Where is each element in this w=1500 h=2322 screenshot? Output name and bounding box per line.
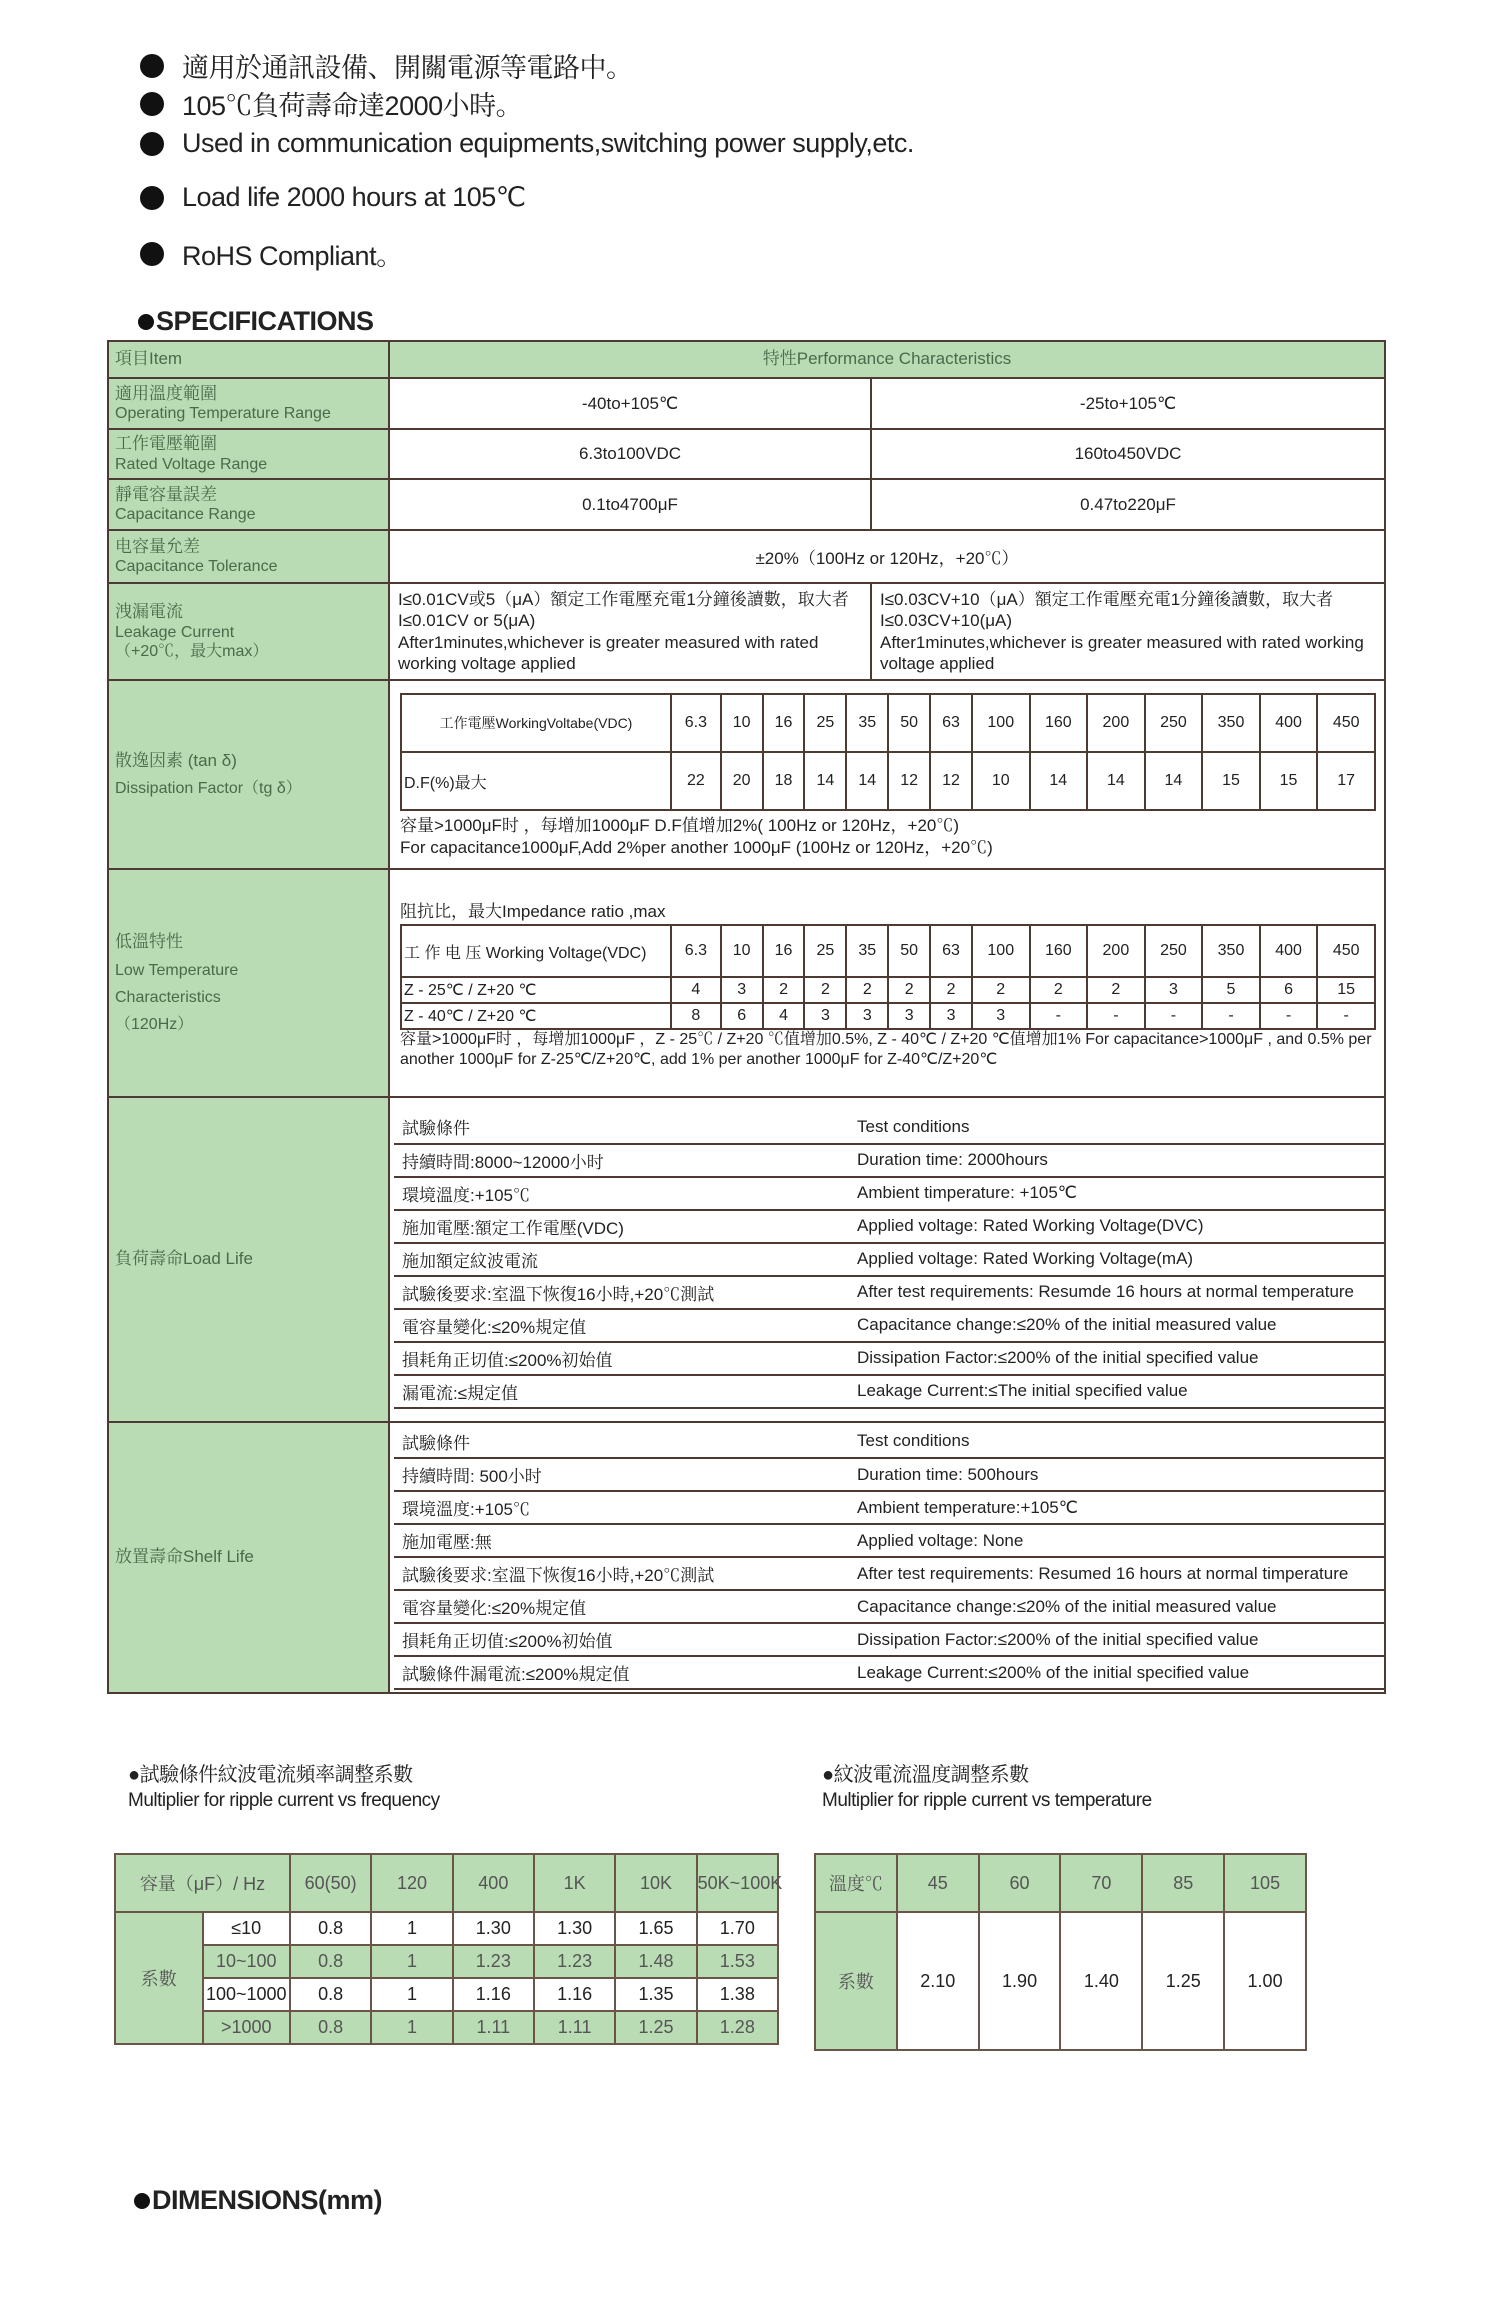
cell: 450	[1317, 925, 1375, 977]
cell: 工作電壓WorkingVoltabe(VDC)	[401, 694, 671, 752]
test-row	[394, 1491, 1384, 1524]
row-label-en: Capacitance Tolerance	[115, 558, 278, 576]
cell: 45	[897, 1854, 979, 1912]
leak-en: After1minutes,whichever is greater measured with rated working voltage applied	[398, 632, 819, 673]
leakage-low-voltage	[389, 583, 871, 680]
cell: Z - 25℃ / Z+20 ℃	[401, 977, 671, 1003]
cell: 1.11	[453, 2011, 534, 2044]
cell: 電容量變化:≤20%規定值	[394, 1590, 849, 1623]
cell: 200	[1087, 925, 1145, 977]
cell: 施加電壓:額定工作電壓(VDC)	[394, 1210, 849, 1243]
cell: 1.30	[534, 1912, 615, 1945]
cell: 160	[1030, 694, 1088, 752]
cell: -40to+105℃	[389, 378, 871, 429]
cell: 50K~100K	[697, 1854, 778, 1912]
cell: 3	[846, 1003, 888, 1029]
cell: 450	[1317, 694, 1375, 752]
test-row	[394, 1590, 1384, 1623]
cell: 6	[1260, 977, 1318, 1003]
cell: 100	[972, 694, 1030, 752]
cell: Applied voltage: Rated Working Voltage(DVC)	[849, 1210, 1384, 1243]
cell: 85	[1142, 1854, 1224, 1912]
cell: 5	[1202, 977, 1260, 1003]
cell: 14	[1145, 752, 1203, 810]
cell: 15	[1260, 752, 1318, 810]
leakage-high-voltage	[871, 583, 1385, 680]
row-label-zh: 洩漏電流	[115, 602, 183, 622]
ripple-frequency-table	[114, 1853, 783, 2045]
df-note-zh: 容量>1000μF时 ，每增加1000μF D.F值增加2%( 100Hz or 120Hz，+20℃)	[400, 816, 960, 836]
cell: Capacitance change:≤20% of the initial measured value	[849, 1590, 1384, 1623]
cell: 0.8	[290, 1945, 371, 1978]
cell: 3	[1145, 977, 1203, 1003]
feature-bullet	[140, 84, 522, 123]
row-label-zh: 低溫特性	[115, 931, 183, 951]
cell: 18	[763, 752, 805, 810]
feature-bullet	[140, 234, 403, 273]
cell: 6.3	[671, 694, 721, 752]
test-row	[394, 1557, 1384, 1590]
cell: 35	[846, 925, 888, 977]
load-life-table	[394, 1111, 1384, 1409]
cell: 25	[804, 925, 846, 977]
leak-zh: I≤0.01CV或5（μA）額定工作電壓充電1分鐘後讀數，取大者 I≤0.01CV or 5(μA)	[398, 590, 849, 631]
specifications-table	[107, 340, 1386, 1694]
cell: >1000	[203, 2011, 291, 2044]
test-row	[394, 1144, 1384, 1177]
cell: 160to450VDC	[871, 429, 1385, 479]
feature-bullet	[140, 128, 914, 159]
cell: -	[1202, 1003, 1260, 1029]
cell: 1.30	[453, 1912, 534, 1945]
row-label-en: （120Hz）	[115, 1016, 194, 1034]
cell: 105	[1224, 1854, 1306, 1912]
cell: 22	[671, 752, 721, 810]
cell: 1.16	[534, 1978, 615, 2011]
cell: 損耗角正切值:≤200%初始值	[394, 1342, 849, 1375]
row-label-cond: （+20℃，最大max）	[115, 642, 269, 660]
cell: 1.38	[697, 1978, 778, 2011]
spec-row	[108, 429, 1385, 479]
cell: 2	[804, 977, 846, 1003]
cell: 1.23	[534, 1945, 615, 1978]
row-label-en: Dissipation Factor（tg δ）	[115, 780, 302, 798]
cell: 工 作 电 压 Working Voltage(VDC)	[401, 925, 671, 977]
cell: -	[1260, 1003, 1318, 1029]
cell: 0.8	[290, 2011, 371, 2044]
row-label-en: Characteristics	[115, 988, 221, 1006]
cell: 3	[888, 1003, 930, 1029]
cell: 1.00	[1224, 1912, 1306, 2050]
test-row	[394, 1210, 1384, 1243]
cell: 1.48	[615, 1945, 696, 1978]
cell: 系數	[115, 1912, 203, 2044]
dissipation-cell	[389, 680, 1385, 869]
bullet-text: 適用於通訊設備、開關電源等電路中。	[182, 53, 633, 83]
bullet-icon	[140, 92, 164, 116]
cell: 試驗條件漏電流:≤200%規定值	[394, 1656, 849, 1689]
heading-text: DIMENSIONS(mm)	[152, 2185, 383, 2215]
cell: 電容量變化:≤20%規定值	[394, 1309, 849, 1342]
cell: 試驗後要求:室溫下恢復16小時,+20℃測試	[394, 1276, 849, 1309]
cell: 2	[888, 977, 930, 1003]
cell: 系數	[815, 1912, 897, 2050]
cell: 1K	[534, 1854, 615, 1912]
cell: Test conditions	[849, 1425, 1384, 1458]
test-row	[394, 1458, 1384, 1491]
cell: 200	[1087, 694, 1145, 752]
cell: 漏電流:≤規定值	[394, 1375, 849, 1408]
cell: 0.8	[290, 1978, 371, 2011]
df-note-en: For capacitance1000μF,Add 2%per another 1000μF (100Hz or 120Hz，+20℃)	[400, 837, 993, 857]
cell: 2	[846, 977, 888, 1003]
spec-row	[108, 479, 1385, 530]
cell: ≤10	[203, 1912, 291, 1945]
row-label-en: Capacitance Range	[115, 506, 256, 524]
cell: 1.11	[534, 2011, 615, 2044]
temp-title-zh: ●紋波電流溫度調整系數	[822, 1764, 1029, 1786]
test-row	[394, 1623, 1384, 1656]
cell: 1.65	[615, 1912, 696, 1945]
impedance-title: 阻抗比，最大Impedance ratio ,max	[400, 902, 666, 922]
cell: Duration time: 500hours	[849, 1458, 1384, 1491]
cell: 1.25	[1142, 1912, 1224, 2050]
row-label-zh: 电容量允差	[115, 536, 200, 556]
cell: 50	[888, 925, 930, 977]
cell: 400	[453, 1854, 534, 1912]
cell: Dissipation Factor:≤200% of the initial specified value	[849, 1342, 1384, 1375]
cell: 1.53	[697, 1945, 778, 1978]
test-row	[394, 1524, 1384, 1557]
cell: 1.25	[615, 2011, 696, 2044]
row-label-zh: 靜電容量誤差	[115, 484, 217, 504]
test-row	[394, 1656, 1384, 1689]
test-row	[394, 1243, 1384, 1276]
cell: 10~100	[203, 1945, 291, 1978]
heading-text: SPECIFICATIONS	[156, 306, 374, 336]
bullet-icon	[140, 132, 164, 156]
cell: 環境溫度:+105℃	[394, 1491, 849, 1524]
cell: 0.8	[290, 1912, 371, 1945]
cell: 持續時間: 500小时	[394, 1458, 849, 1491]
feature-bullet	[140, 46, 633, 85]
test-row	[394, 1425, 1384, 1458]
cell: -25to+105℃	[871, 378, 1385, 429]
cell: 1.70	[697, 1912, 778, 1945]
impedance-table	[400, 924, 1376, 1030]
cell: 16	[763, 694, 805, 752]
cell: 0.1to4700μF	[389, 479, 871, 530]
cell: 損耗角正切值:≤200%初始值	[394, 1623, 849, 1656]
dimensions-heading	[134, 2185, 382, 2216]
test-row	[394, 1309, 1384, 1342]
cell: D.F(%)最大	[401, 752, 671, 810]
cell: 3	[972, 1003, 1030, 1029]
freq-title-zh: ●試驗條件紋波電流頻率調整系數	[128, 1764, 413, 1786]
test-row	[394, 1177, 1384, 1210]
bullet-icon	[140, 186, 164, 210]
cell: 環境溫度:+105℃	[394, 1177, 849, 1210]
cell: 3	[930, 1003, 972, 1029]
cell: Ambient timperature: +105℃	[849, 1177, 1384, 1210]
cell: 35	[846, 694, 888, 752]
cell: 1.16	[453, 1978, 534, 2011]
test-row	[394, 1111, 1384, 1144]
ripple-temperature-table	[814, 1853, 1307, 2051]
cell: 施加額定紋波電流	[394, 1243, 849, 1276]
row-label-en: Rated Voltage Range	[115, 455, 268, 473]
shelf-life-label: 放置壽命Shelf Life	[108, 1422, 389, 1693]
cell: 400	[1260, 925, 1318, 977]
cell: 1.23	[453, 1945, 534, 1978]
test-row	[394, 1276, 1384, 1309]
header-item: 項目Item	[108, 341, 389, 378]
bullet-text: Load life 2000 hours at 105℃	[182, 182, 526, 212]
cell: 2.10	[897, 1912, 979, 2050]
bullet-text: 105℃負荷壽命達2000小時。	[182, 91, 523, 121]
cell: 試驗條件	[394, 1425, 849, 1458]
cell: 持續時間:8000~12000小时	[394, 1144, 849, 1177]
cell: After test requirements: Resumde 16 hours at normal temperature	[849, 1276, 1384, 1309]
cell: 2	[972, 977, 1030, 1003]
cell: 1	[371, 1978, 452, 2011]
cell: Dissipation Factor:≤200% of the initial specified value	[849, 1623, 1384, 1656]
cell: 10	[721, 694, 763, 752]
test-row	[394, 1375, 1384, 1408]
cell: Leakage Current:≤The initial specified value	[849, 1375, 1384, 1408]
cell: Leakage Current:≤200% of the initial specified value	[849, 1656, 1384, 1689]
cell: 1.28	[697, 2011, 778, 2044]
cell: 14	[804, 752, 846, 810]
cell: 10K	[615, 1854, 696, 1912]
cell: 6	[721, 1003, 763, 1029]
row-label-en: Low Temperature	[115, 961, 239, 979]
cell: Duration time: 2000hours	[849, 1144, 1384, 1177]
cell: 4	[671, 977, 721, 1003]
cell: Ambient temperature:+105℃	[849, 1491, 1384, 1524]
cell: 1.40	[1060, 1912, 1142, 2050]
row-label-en: Operating Temperature Range	[115, 405, 331, 423]
cell: 16	[763, 925, 805, 977]
cell: 1	[371, 1912, 452, 1945]
cell: 14	[1087, 752, 1145, 810]
cell: -	[1087, 1003, 1145, 1029]
header-performance: 特性Performance Characteristics	[389, 341, 1385, 378]
cell: 容量（μF）/ Hz	[115, 1854, 290, 1912]
row-label-zh: 適用溫度範圍	[115, 383, 217, 403]
low-temp-cell	[389, 869, 1385, 1097]
row-label-en: Leakage Current	[115, 623, 235, 641]
cell: 施加電壓:無	[394, 1524, 849, 1557]
freq-title-en: Multiplier for ripple current vs frequency	[128, 1790, 440, 1811]
cell: 20	[721, 752, 763, 810]
cell: 60(50)	[290, 1854, 371, 1912]
feature-bullet	[140, 182, 526, 213]
cell: 160	[1030, 925, 1088, 977]
cell: 溫度℃	[815, 1854, 897, 1912]
cell: 4	[763, 1003, 805, 1029]
cell: Applied voltage: None	[849, 1524, 1384, 1557]
impedance-note: 容量>1000μF时 ，每增加1000μF ，Z - 25℃ / Z+20 ℃值增加0.5%, Z - 40℃ / Z+20 ℃值增加1% For capacitance>1000μF , and 0.5% per another 1000μF for Z-25℃/Z+20℃, add 1% per another 1000μF for Z-40℃/Z+20℃	[400, 1031, 1372, 1068]
cell: 12	[930, 752, 972, 810]
cell: -	[1145, 1003, 1203, 1029]
cell: 14	[846, 752, 888, 810]
cell: 8	[671, 1003, 721, 1029]
cell: 63	[930, 925, 972, 977]
cell: 250	[1145, 694, 1203, 752]
cell: 2	[930, 977, 972, 1003]
cell: Z - 40℃ / Z+20 ℃	[401, 1003, 671, 1029]
cell: 50	[888, 694, 930, 752]
cell: Test conditions	[849, 1111, 1384, 1144]
cell: 17	[1317, 752, 1375, 810]
cell: 6.3	[671, 925, 721, 977]
cell: 10	[972, 752, 1030, 810]
dissipation-table	[400, 693, 1376, 811]
cell: 400	[1260, 694, 1318, 752]
cell: 12	[888, 752, 930, 810]
cell: 60	[979, 1854, 1061, 1912]
shelf-life-table	[394, 1425, 1384, 1690]
cell: 10	[721, 925, 763, 977]
cell: -	[1317, 1003, 1375, 1029]
cell: 6.3to100VDC	[389, 429, 871, 479]
cell: -	[1030, 1003, 1088, 1029]
leak-en: After1minutes,whichever is greater measured with rated working voltage applied	[880, 632, 1364, 673]
cell: 63	[930, 694, 972, 752]
tolerance-value: ±20%（100Hz or 120Hz，+20℃）	[389, 530, 1385, 583]
bullet-icon	[140, 242, 164, 266]
bullet-text: Used in communication equipments,switching power supply,etc.	[182, 128, 914, 158]
cell: 1	[371, 1945, 452, 1978]
cell: 350	[1202, 925, 1260, 977]
cell: 1.35	[615, 1978, 696, 2011]
cell: Applied voltage: Rated Working Voltage(mA)	[849, 1243, 1384, 1276]
spec-row	[108, 378, 1385, 429]
cell: 100	[972, 925, 1030, 977]
cell: After test requirements: Resumed 16 hours at normal timperature	[849, 1557, 1384, 1590]
cell: 1	[371, 2011, 452, 2044]
cell: 2	[763, 977, 805, 1003]
temp-title-en: Multiplier for ripple current vs temperature	[822, 1790, 1152, 1811]
cell: 25	[804, 694, 846, 752]
leak-zh: I≤0.03CV+10（μA）額定工作電壓充電1分鐘後讀數，取大者 I≤0.03CV+10(μA)	[880, 590, 1334, 631]
row-label-zh: 工作電壓範圍	[115, 434, 217, 454]
cell: Capacitance change:≤20% of the initial measured value	[849, 1309, 1384, 1342]
load-life-label: 負荷壽命Load Life	[108, 1097, 389, 1422]
cell: 2	[1087, 977, 1145, 1003]
cell: 1.90	[979, 1912, 1061, 2050]
cell: 3	[804, 1003, 846, 1029]
cell: 100~1000	[203, 1978, 291, 2011]
cell: 0.47to220μF	[871, 479, 1385, 530]
cell: 2	[1030, 977, 1088, 1003]
cell: 15	[1202, 752, 1260, 810]
cell: 350	[1202, 694, 1260, 752]
cell: 試驗後要求:室溫下恢復16小時,+20℃測試	[394, 1557, 849, 1590]
cell: 250	[1145, 925, 1203, 977]
cell: 120	[371, 1854, 452, 1912]
test-row	[394, 1342, 1384, 1375]
bullet-icon	[140, 54, 164, 78]
specifications-heading	[138, 306, 374, 337]
row-label-zh: 散逸因素 (tan δ)	[115, 750, 237, 770]
cell: 70	[1060, 1854, 1142, 1912]
cell: 試驗條件	[394, 1111, 849, 1144]
cell: 15	[1317, 977, 1375, 1003]
cell: 14	[1030, 752, 1088, 810]
cell: 3	[721, 977, 763, 1003]
bullet-text: RoHS Compliant。	[182, 241, 403, 271]
